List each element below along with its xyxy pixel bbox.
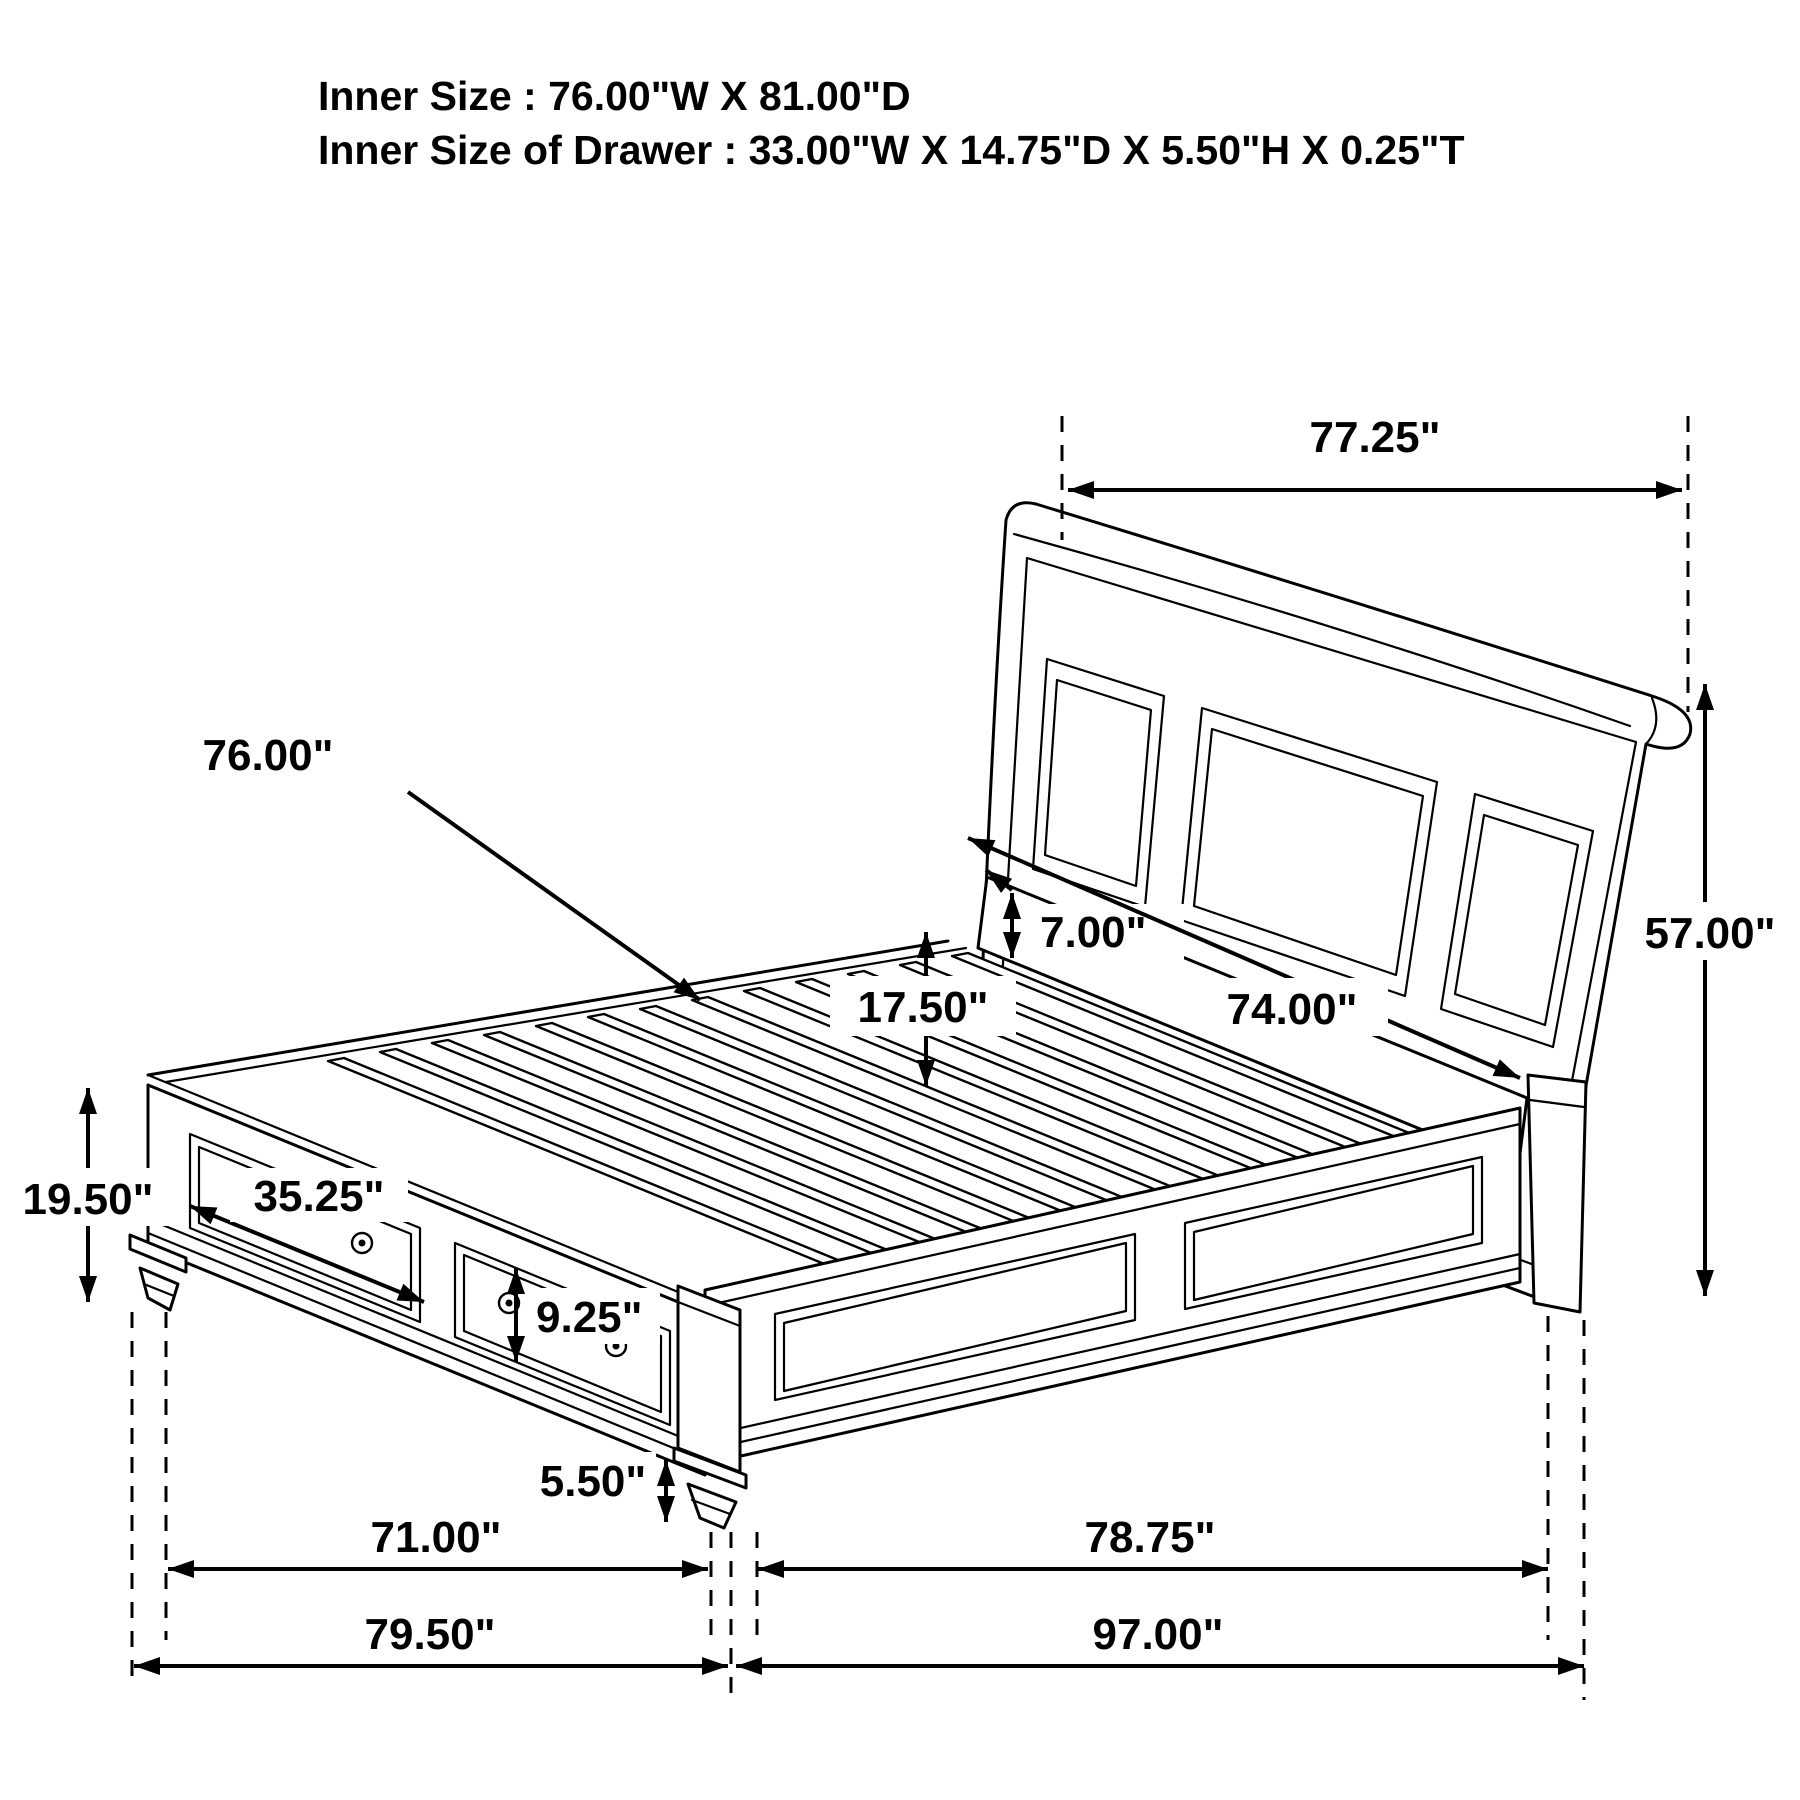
header-drawer-size: Inner Size of Drawer : 33.00"W X 14.75"D X 5.50"H X 0.25"T (318, 127, 1465, 173)
leader-line (408, 792, 700, 1000)
dim-label: 71.00" (370, 1513, 502, 1562)
drawer-knob-dot (359, 1240, 366, 1247)
dim-label: 7.00" (1040, 908, 1147, 957)
dim-label: 5.50" (539, 1457, 647, 1506)
dim-overall-width (134, 1610, 728, 1666)
dim-label: 79.50" (364, 1610, 496, 1659)
dim-label: 17.50" (857, 983, 989, 1032)
dim-label: 78.75" (1084, 1513, 1216, 1562)
dim-label: 76.00" (202, 731, 334, 780)
dim-label: 19.50" (22, 1175, 154, 1224)
header-inner-size: Inner Size : 76.00"W X 81.00"D (318, 73, 911, 119)
dim-overall-length (736, 1610, 1584, 1666)
dim-slat-width (203, 731, 700, 1000)
drawer-knob-dot (506, 1300, 513, 1307)
dim-headboard-height (1628, 684, 1792, 1296)
dim-label: 9.25" (536, 1293, 643, 1342)
dim-headboard-width (1068, 413, 1682, 490)
dim-label: 77.25" (1309, 413, 1441, 462)
front-corner-post (678, 1286, 740, 1472)
dim-label: 74.00" (1226, 985, 1358, 1034)
dim-label: 97.00" (1092, 1610, 1224, 1659)
front-foot-bun (688, 1484, 736, 1528)
dim-footboard-span (168, 1513, 708, 1569)
dim-label: 35.25" (253, 1172, 385, 1221)
dim-label: 57.00" (1644, 909, 1776, 958)
dim-floor-clearance (530, 1452, 666, 1522)
headboard-right-leg-post (1528, 1075, 1586, 1312)
headboard-right-leg (1528, 1075, 1586, 1312)
dim-rail-span (758, 1513, 1548, 1569)
